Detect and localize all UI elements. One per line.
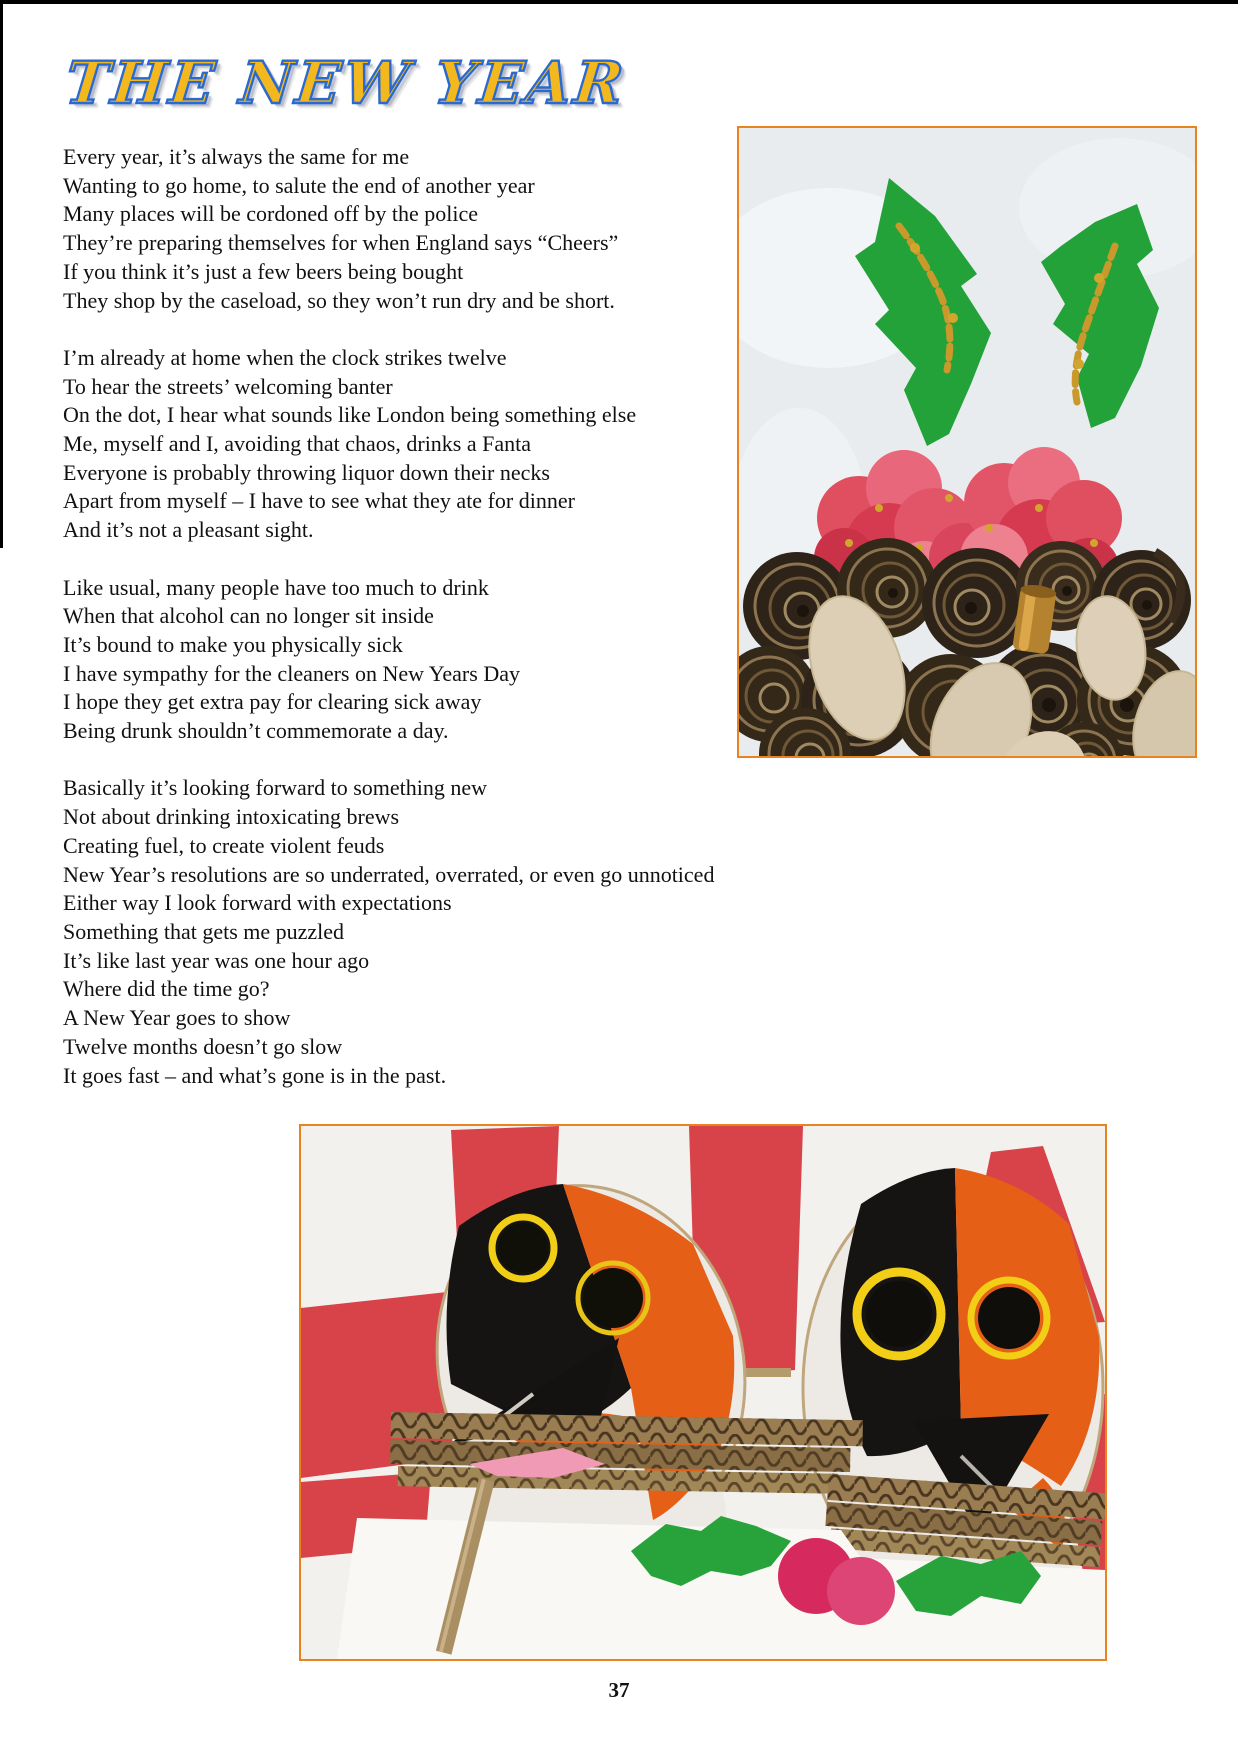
corrugated-strip-left [390,1412,863,1494]
robin-craft-illustration [301,1126,1105,1659]
poem-line: They’re preparing themselves for when England says “Cheers” [63,230,619,256]
page-title: THE NEW YEAR [62,49,630,117]
scan-artifact-top-edge [0,0,1238,4]
poem-line: Every year, it’s always the same for me [63,144,410,169]
poem-line: Twelve months doesn’t go slow [63,1033,343,1059]
poem-line: Either way I look forward with expectations [63,890,452,916]
photo-robin-birds-craft [299,1124,1107,1661]
poem-line: They shop by the caseload, so they won’t run dry and be short. [63,287,615,313]
poem-line: Something that gets me puzzled [63,918,345,944]
poem-line: Basically it’s looking forward to something new [63,775,488,801]
poem-line: I’m already at home when the clock strikes twelve [63,344,507,370]
poem-line: To hear the streets’ welcoming banter [63,373,393,399]
poem-line: Me, myself and I, avoiding that chaos, drinks a Fanta [63,431,532,457]
scan-artifact-left-edge [0,0,3,548]
poem-line: Everyone is probably throwing liquor down their necks [63,459,550,485]
poem-line: Wanting to go home, to salute the end of another year [63,172,535,198]
holly-quilling-illustration [739,128,1195,756]
page-number: 37 [608,1678,630,1702]
poem-line: When that alcohol can no longer sit inside [63,603,434,629]
poem-line: It goes fast – and what’s gone is in the past. [63,1062,447,1088]
poem-line: Apart from myself – I have to see what they ate for dinner [63,488,575,514]
poem-line: A New Year goes to show [63,1005,291,1031]
poem-line: Creating fuel, to create violent feuds [63,832,385,858]
poem-line: I hope they get extra pay for clearing sick away [63,689,482,715]
poem-line: Being drunk shouldn’t commemorate a day. [63,718,449,744]
poem-line: Where did the time go? [63,976,270,1002]
poem-line: On the dot, I hear what sounds like London being something else [63,402,637,428]
poem-line: Like usual, many people have too much to drink [63,574,489,600]
poem-line: And it’s not a pleasant sight. [63,517,314,543]
photo-holly-quilling-craft [737,126,1197,758]
poem-line: Many places will be cordoned off by the police [63,201,479,227]
poem-line: Not about drinking intoxicating brews [63,804,400,830]
poem-line: I have sympathy for the cleaners on New Years Day [63,660,520,686]
poem-line: New Year’s resolutions are so underrated, overrated, or even go unnoticed [63,861,715,887]
poem-line: If you think it’s just a few beers being bought [63,258,464,284]
poem-line: It’s like last year was one hour ago [63,947,370,973]
poem-line: It’s bound to make you physically sick [63,631,403,657]
